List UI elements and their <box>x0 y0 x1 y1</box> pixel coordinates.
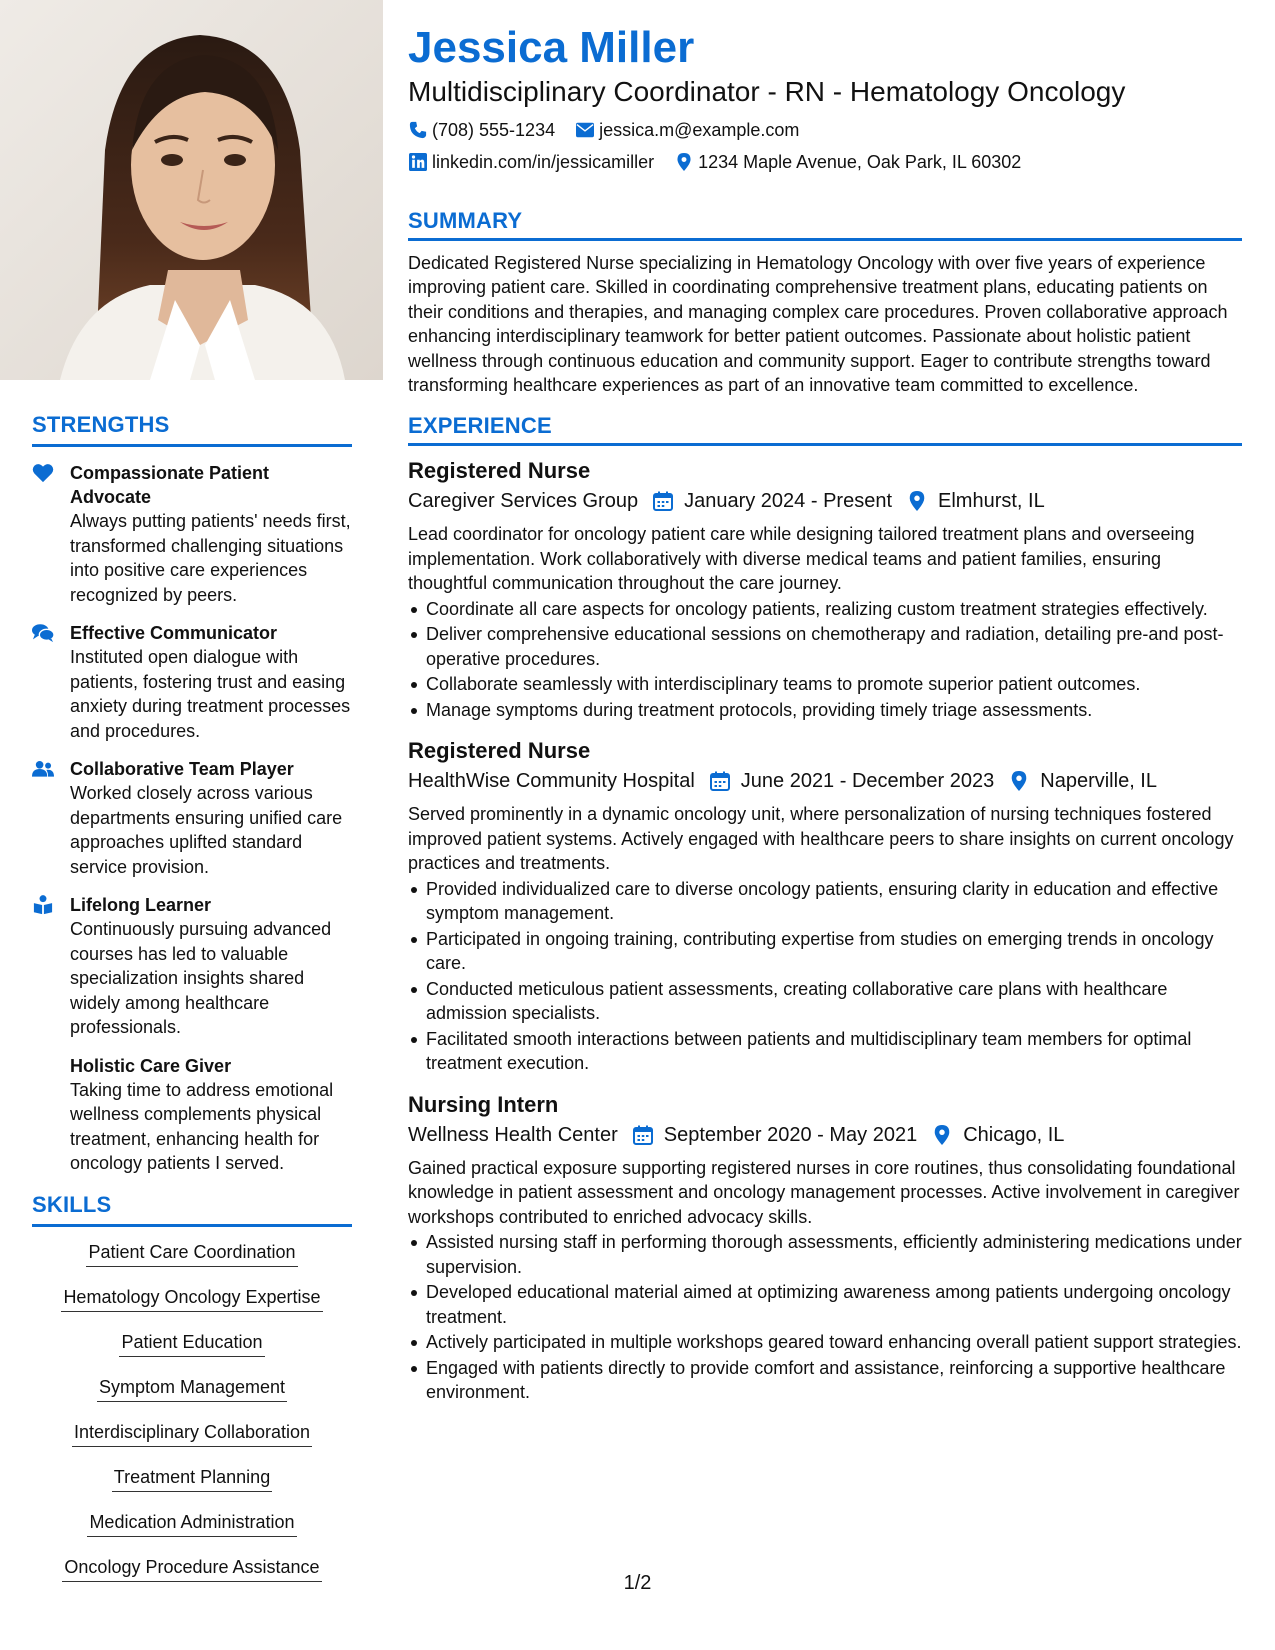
linkedin-icon <box>408 152 428 172</box>
strength-item <box>32 461 352 607</box>
linkedin-contact[interactable] <box>408 152 654 173</box>
profile-photo <box>0 0 383 380</box>
map-marker-icon <box>674 152 694 172</box>
list-item: Actively participated in multiple workshops geared toward enhancing overall patient support strategies. <box>408 1330 1242 1355</box>
job-location: Chicago, IL <box>963 1123 1065 1146</box>
strength-title: Compassionate Patient Advocate <box>70 463 270 507</box>
phone-contact[interactable] <box>408 120 555 141</box>
users-icon <box>32 759 56 779</box>
job-role: Nursing Intern <box>408 1091 559 1117</box>
skills-list <box>32 1241 352 1601</box>
email-contact[interactable] <box>575 120 799 141</box>
list-item: Conducted meticulous patient assessments, creating collaborative care plans with healthcare admission specialists. <box>408 977 1242 1026</box>
list-item: Facilitated smooth interactions between patients and multidisciplinary team members for optimal treatment execution. <box>408 1027 1242 1076</box>
summary-text: Dedicated Registered Nurse specializing in Hematology Oncology with over five years of experience improving patient care. Skilled in coordinating comprehensive treatment plans, educating patients on their conditions and therapies, and managing complex care procedures. Proven collaborative approach enhancing interdisciplinary teamwork for better patient outcomes. Passionate about holistic patient wellness through continuous education and community support. Eager to contribute strengths toward transforming healthcare experiences as part of an innovative team committed to excellence. <box>408 253 1228 396</box>
job-description: Lead coordinator for oncology patient care while designing tailored treatment plans and overseeing implementation. Work collaboratively with diverse medical teams and patient families, ensuring thoughtful communication throughout the care journey. <box>408 524 1195 594</box>
map-marker-icon <box>906 490 928 512</box>
list-item: Engaged with patients directly to provide comfort and assistance, reinforcing a supportive healthcare environment. <box>408 1356 1242 1405</box>
phone-icon <box>408 120 428 140</box>
strength-item <box>32 1054 352 1176</box>
contact-row <box>408 150 1242 174</box>
strength-desc: Taking time to address emotional wellness complements physical treatment, enhancing health for oncology patients I served. <box>70 1079 334 1173</box>
strength-desc: Continuously pursuing advanced courses has led to valuable specialization insights shared widely among healthcare professionals. <box>70 919 332 1037</box>
page-number: 1/2 <box>623 1572 652 1594</box>
job-meta <box>408 486 1242 516</box>
strength-item <box>32 621 352 743</box>
job-company: Wellness Health Center <box>408 1123 618 1146</box>
job-bullets <box>408 877 1242 1076</box>
experience-heading: EXPERIENCE <box>408 413 1242 446</box>
list-item: Collaborate seamlessly with interdisciplinary teams to promote superior patient outcomes. <box>408 672 1242 697</box>
phone-text: (708) 555-1234 <box>432 119 556 140</box>
book-reader-icon <box>32 895 56 915</box>
strength-desc: Always putting patients' needs first, transformed challenging situations into positive care experiences recognized by peers. <box>70 511 351 605</box>
strengths-heading: STRENGTHS <box>32 412 352 447</box>
list-item: Provided individualized care to diverse oncology patients, ensuring clarity in education and effective symptom management. <box>408 877 1242 926</box>
map-marker-icon <box>931 1124 953 1146</box>
candidate-title: Multidisciplinary Coordinator - RN - Hematology Oncology <box>408 76 1126 107</box>
strength-item <box>32 893 352 1040</box>
candidate-name: Jessica Miller <box>408 23 695 72</box>
list-item: Coordinate all care aspects for oncology patients, realizing custom treatment strategies effectively. <box>408 597 1242 622</box>
job-location: Elmhurst, IL <box>938 490 1045 513</box>
job-role: Registered Nurse <box>408 458 591 484</box>
job-role: Registered Nurse <box>408 738 591 764</box>
experience-item <box>408 1090 1242 1405</box>
job-description: Gained practical exposure supporting registered nurses in core routines, thus consolidating foundational knowledge in patient assessment and oncology management processes. Active involvement in caregiver workshops contributed to enriched advocacy skills. <box>408 1157 1240 1227</box>
experience-item <box>408 736 1242 1076</box>
job-bullets <box>408 1230 1242 1405</box>
skill-tag: Medication Administration <box>87 1511 296 1537</box>
summary-heading: SUMMARY <box>408 208 1242 241</box>
job-dates: September 2020 - May 2021 <box>663 1123 918 1146</box>
job-company: Caregiver Services Group <box>408 490 639 513</box>
skill-tag: Patient Care Coordination <box>86 1241 297 1267</box>
experience-item <box>408 456 1242 722</box>
left-column <box>32 412 352 1601</box>
list-item: Developed educational material aimed at optimizing awareness among patients undergoing oncology treatment. <box>408 1280 1242 1329</box>
strength-title: Lifelong Learner <box>70 895 212 915</box>
contact-row <box>408 118 1242 142</box>
skill-tag: Interdisciplinary Collaboration <box>72 1421 312 1447</box>
list-item: Deliver comprehensive educational sessions on chemotherapy and radiation, detailing pre-and post-operative procedures. <box>408 622 1242 671</box>
job-location: Naperville, IL <box>1040 770 1157 793</box>
skill-tag: Oncology Procedure Assistance <box>62 1556 321 1582</box>
job-dates: June 2021 - December 2023 <box>740 770 995 793</box>
map-marker-icon <box>1008 770 1030 792</box>
strength-desc: Instituted open dialogue with patients, fostering trust and easing anxiety during treatment processes and procedures. <box>70 647 351 741</box>
skill-tag: Patient Education <box>119 1331 264 1357</box>
email-text: jessica.m@example.com <box>599 119 800 140</box>
list-item: Assisted nursing staff in performing thorough assessments, efficiently administering medications under supervision. <box>408 1230 1242 1279</box>
strength-desc: Worked closely across various departments ensuring unified care approaches uplifted standard service provision. <box>70 783 343 877</box>
calendar-icon <box>709 770 731 792</box>
calendar-icon <box>652 490 674 512</box>
skill-tag: Hematology Oncology Expertise <box>61 1286 322 1312</box>
job-meta <box>408 766 1242 796</box>
skills-heading: SKILLS <box>32 1192 352 1227</box>
strength-title: Holistic Care Giver <box>70 1055 232 1076</box>
envelope-icon <box>575 120 595 140</box>
job-dates: January 2024 - Present <box>684 490 892 513</box>
strength-title: Collaborative Team Player <box>70 759 294 779</box>
heart-icon <box>32 463 56 483</box>
job-meta <box>408 1120 1242 1150</box>
comments-icon <box>32 623 56 643</box>
list-item: Manage symptoms during treatment protocols, providing timely triage assessments. <box>408 698 1242 723</box>
job-company: HealthWise Community Hospital <box>408 770 695 793</box>
job-description: Served prominently in a dynamic oncology unit, where personalization of nursing techniques fostered improved patient systems. Actively engaged with healthcare peers to share insights on current oncology practices and treatments. <box>408 804 1234 874</box>
strength-item <box>32 757 352 879</box>
address-contact <box>674 152 1021 173</box>
address-text: 1234 Maple Avenue, Oak Park, IL 60302 <box>698 151 1022 172</box>
job-bullets <box>408 597 1242 723</box>
list-item: Participated in ongoing training, contributing expertise from studies on emerging trends in oncology care. <box>408 927 1242 976</box>
strength-title: Effective Communicator <box>70 623 278 643</box>
right-column <box>408 22 1242 1419</box>
linkedin-text: linkedin.com/in/jessicamiller <box>432 151 655 172</box>
calendar-icon <box>632 1124 654 1146</box>
skill-tag: Symptom Management <box>97 1376 287 1402</box>
skill-tag: Treatment Planning <box>112 1466 272 1492</box>
